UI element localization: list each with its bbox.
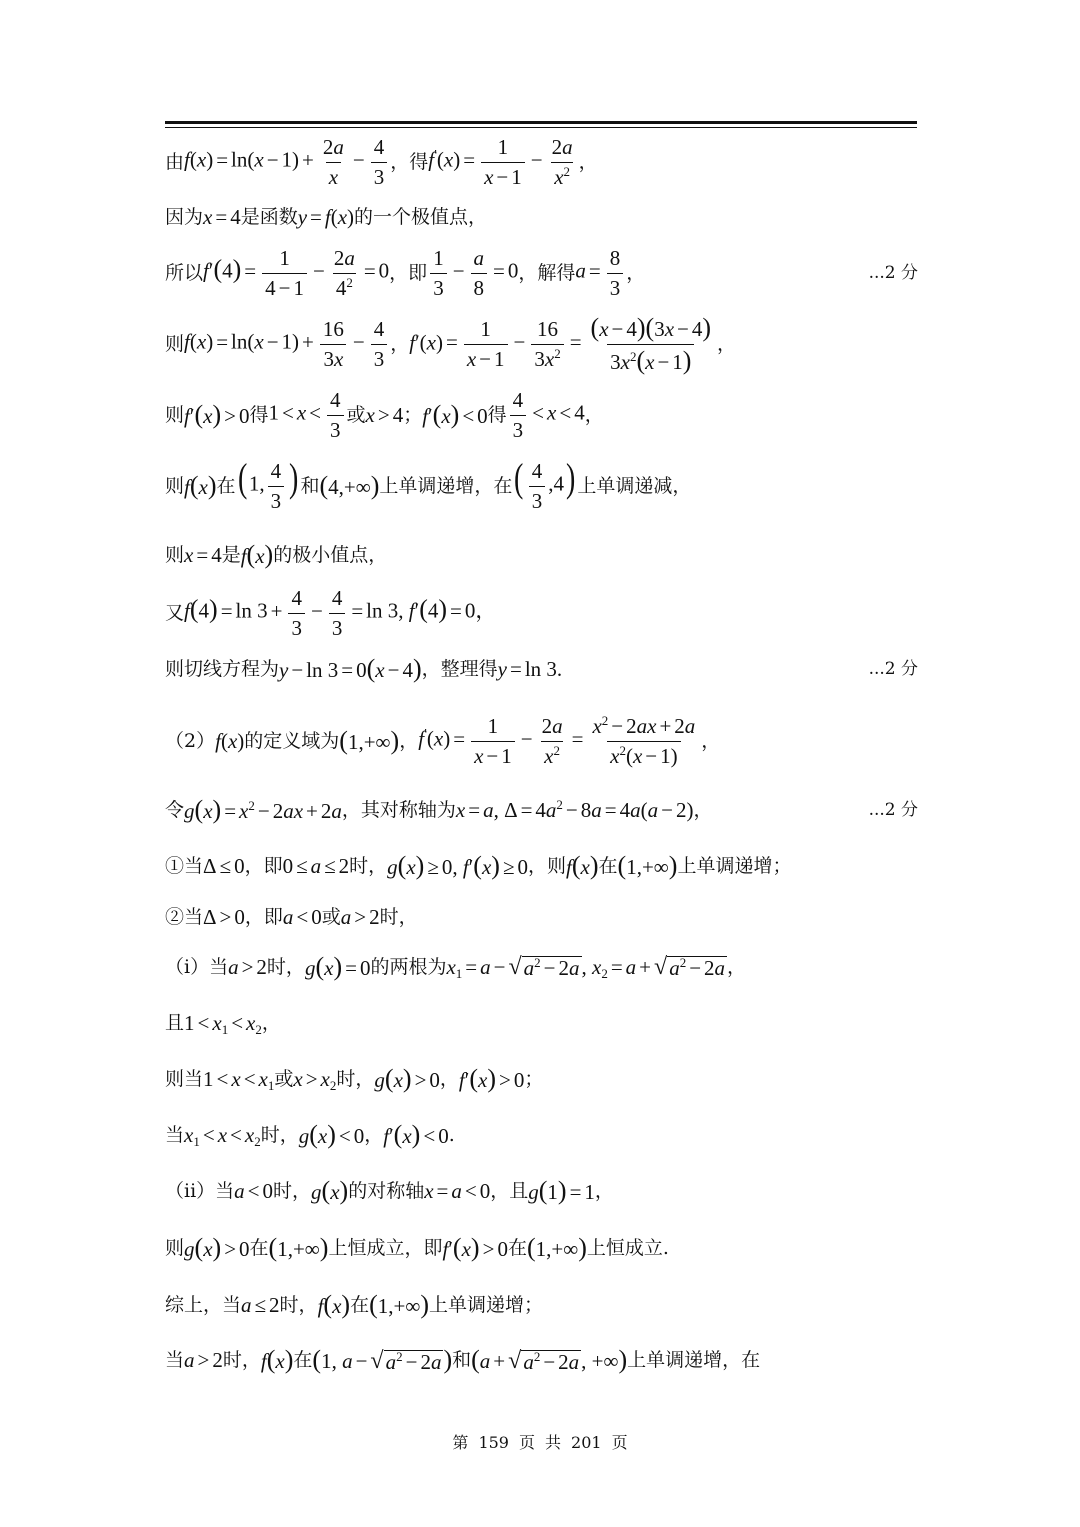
math-expression: a < 0 — [282, 904, 322, 929]
math-expression: f(x) — [317, 1290, 351, 1319]
math-expression: $g(x) = x^2 - 2ax + 2a$ — [184, 795, 342, 824]
math-expression: f(x) = ln(x − 1) + $\frac{2a}{x}$ − $\frac{4}{3}$ — [184, 136, 390, 187]
math-expression: Δ ≤ 0 — [203, 853, 245, 878]
math-expression: Δ > 0 — [203, 904, 245, 929]
math-expression: y = ln 3. — [497, 656, 563, 681]
current-page-number: 159 — [478, 1433, 509, 1452]
solution-line-2: 因为 x = 4 是函数 y = f(x) 的一个极值点， — [165, 204, 488, 229]
math-expression: x > 4 — [365, 402, 404, 427]
solution-line-20: 综上，当 a ≤ 2 时， f(x) 在 (1,+∞) 上单调递增； — [165, 1290, 544, 1319]
score-mark: ...2 分 — [868, 658, 918, 679]
math-expression: x = 4 — [203, 204, 241, 229]
math-expression: g(x) > 0 — [184, 1233, 250, 1262]
total-page-count: 201 — [571, 1433, 602, 1452]
solution-line-12: ①当 Δ ≤ 0 ，即 0 ≤ a ≤ 2 时， g(x) ≥ 0, f′(x) ≥ 0 ，则 f(x) 在 (1,+∞) 上单调递增； — [165, 851, 792, 880]
math-expression: f′(x) > 0 — [458, 1064, 525, 1093]
math-expression: ( $\frac{4}{3}$ ,4) — [514, 454, 576, 513]
math-expression: $1 < x < x_1$ — [203, 1066, 275, 1093]
math-expression: a < 0 — [234, 1178, 273, 1203]
math-expression: 1 < x < $\frac{4}{3}$ — [268, 389, 346, 440]
math-expression: f′(x) > 0 — [442, 1233, 508, 1262]
math-expression: $\frac{1}{3}$ − $\frac{a}{8}$ = 0 — [427, 247, 518, 298]
math-expression: (1,+∞) — [526, 1233, 587, 1262]
solution-line-5: 则 f′(x) > 0 得 1 < x < $\frac{4}{3}$ 或 x > 4 ； f′(x) < 0 得 $\frac{4}{3}$ < x < 4 ， — [165, 388, 604, 442]
math-expression: (1,+∞) — [339, 726, 400, 755]
math-expression: f′(x) = $\frac{1}{x - 1}$ − $\frac{16}{3x^2}$ = $\frac{(x - 4)(3x - 4)}{3x^2(x - 1)}$ — [409, 312, 712, 375]
solution-line-13: ②当 Δ > 0 ，即 a < 0 或 a > 2 时， — [165, 904, 418, 929]
math-expression: a = $\frac{8}{3}$ — [575, 247, 626, 298]
math-expression: f(x) — [240, 540, 274, 569]
math-expression: y = f(x) — [297, 204, 355, 229]
solution-line-16: 则当 $1 < x < x_1$ 或 $x > x_2$ 时， g(x) > 0 ， f′(x) > 0 ； — [165, 1064, 544, 1093]
math-expression: y − ln 3 = 0(x − 4) — [279, 654, 422, 683]
math-expression: $x_1 < x < x_2$ — [184, 1122, 261, 1149]
math-expression: f′(x) < 0 — [422, 400, 488, 429]
math-expression: f′(x) = $\frac{1}{x - 1}$ − $\frac{2a}{x^2}$ — [428, 135, 573, 189]
solution-line-3: 所以 f′(4) = $\frac{1}{4 - 1}$ − $\frac{2a}{4^2}$ = 0 ，即 $\frac{1}{3}$ − $\frac{a}{8}$ = 0 ，解得 a = $\frac{8}{3}$ ， ...2 分 — [165, 246, 918, 300]
math-expression: (1, $\frac{4}{3}$ ) — [237, 454, 299, 513]
solution-line-15: 且 $1 < x_1 < x_2$ ， — [165, 1010, 281, 1037]
math-expression: f′(x) < 0 — [383, 1120, 449, 1149]
solution-line-19: 则 g(x) > 0 在 (1,+∞) 上恒成立，即 f′(x) > 0 在 (1,+∞) 上恒成立. — [165, 1233, 669, 1262]
math-expression: (1,+∞) — [617, 851, 678, 880]
math-expression: x = a, $\Delta = 4a^2 - 8a = 4a(a - 2)$ — [455, 796, 694, 822]
math-expression: f′(4) = $\frac{1}{4 - 1}$ − $\frac{2a}{4^2}$ = 0 — [203, 246, 390, 300]
math-expression: g(x) = 0 — [304, 952, 371, 981]
math-expression: g(x) < 0 — [298, 1120, 365, 1149]
math-expression: f(x) — [215, 728, 245, 753]
solution-line-7: 则 x = 4 是 f(x) 的极小值点， — [165, 540, 388, 569]
math-expression: g(x) — [311, 1176, 349, 1205]
math-expression: a > 2 — [340, 904, 380, 929]
math-expression: f(x) — [184, 471, 217, 500]
math-expression: $\frac{4}{3}$ < x < 4 — [507, 389, 585, 440]
math-expression: a ≤ 2 — [241, 1292, 280, 1317]
math-expression: 0 ≤ a ≤ 2 — [282, 853, 350, 878]
solution-line-4: 则 f(x) = ln(x − 1) + $\frac{16}{3x}$ − $\frac{4}{3}$ ， f′(x) = $\frac{1}{x - 1}$ − $\frac{16}{3x^2}$ = $\frac{(x - 4)(3x - 4)}{3x^2(x - 1)}$ ， — [165, 312, 737, 375]
math-expression: x = 4 — [184, 542, 222, 567]
math-expression: f(x) = ln(x − 1) + $\frac{16}{3x}$ − $\frac{4}{3}$ — [184, 318, 390, 369]
score-mark: ...2 分 — [868, 262, 918, 283]
math-expression: x = a < 0 — [424, 1178, 491, 1203]
header-rule — [165, 121, 917, 124]
solution-line-21: 当 a > 2 时， f(x) 在 (1, a − √ $a^2 - 2a$ ) 和 (a + √ $a^2 - 2a$ , +∞) 上单调递增，在 — [165, 1345, 761, 1374]
math-expression: (1,+∞) — [369, 1290, 430, 1319]
math-expression: f(x) — [566, 851, 599, 880]
solution-line-1: 由 f(x) = ln(x − 1) + $\frac{2a}{x}$ − $\frac{4}{3}$ ，得 f′(x) = $\frac{1}{x - 1}$ − $\frac{2a}{x^2}$ ， — [165, 135, 598, 189]
math-expression: $1 < x_1 < x_2$ — [184, 1010, 262, 1037]
math-expression: f′(x) > 0 — [184, 400, 250, 429]
header-rule-thin — [165, 127, 917, 128]
math-expression: $x_1 = a$ − √ $a^2 - 2a$ , $x_2 = a$ + √ $a^2 - 2a$ — [446, 954, 726, 981]
math-expression: f(4) = ln 3 + $\frac{4}{3}$ − $\frac{4}{3}$ = ln 3, f′(4) = 0， — [184, 586, 497, 640]
math-expression: $x > x_2$ — [293, 1066, 337, 1093]
score-mark: ...2 分 — [868, 799, 918, 820]
math-expression: g(x) > 0 — [374, 1064, 440, 1093]
math-expression: a > 2 — [228, 954, 267, 979]
solution-line-10: （2） f(x) 的定义域为 (1,+∞) ， f′(x) = $\frac{1}{x - 1}$ − $\frac{2a}{x^2}$ = $\frac{x^2 - 2ax + 2a}{x^2(x - 1)}$ ， — [165, 713, 721, 768]
math-expression: (1, a − √ $a^2 - 2a$ ) — [312, 1345, 453, 1374]
math-expression: (1,+∞) — [268, 1233, 329, 1262]
page-footer: 第 159 页 共 201 页 — [452, 1433, 628, 1452]
solution-line-17: 当 $x_1 < x < x_2$ 时， g(x) < 0 ， f′(x) < 0 . — [165, 1120, 455, 1149]
math-expression: g(1) = 1 — [528, 1176, 595, 1205]
solution-line-8: 又 f(4) = ln 3 + $\frac{4}{3}$ − $\frac{4}{3}$ = ln 3, f′(4) = 0， — [165, 586, 497, 640]
solution-line-18: （ii）当 a < 0 时， g(x) 的对称轴 x = a < 0 ，且 g(1) = 1 ， — [165, 1176, 614, 1205]
math-expression: g(x) ≥ 0, f′(x) ≥ 0 — [387, 851, 528, 880]
solution-line-11: 令 $g(x) = x^2 - 2ax + 2a$ ，其对称轴为 x = a, $\Delta = 4a^2 - 8a = 4a(a - 2)$ ， ...2 分 — [165, 795, 918, 824]
solution-line-9: 则切线方程为 y − ln 3 = 0(x − 4) ，整理得 y = ln 3. ...2 分 — [165, 654, 918, 683]
solution-line-6: 则 f(x) 在 (1, $\frac{4}{3}$ ) 和 (4,+∞) 上单调递增，在 ( $\frac{4}{3}$ ,4) 上单调递减， — [165, 454, 692, 513]
math-expression: (a + √ $a^2 - 2a$ , +∞) — [471, 1345, 628, 1374]
math-expression: a > 2 — [184, 1347, 223, 1372]
solution-line-14: （i）当 a > 2 时， g(x) = 0 的两根为 $x_1 = a$ − √ $a^2 - 2a$ , $x_2 = a$ + √ $a^2 - 2a$ ， — [165, 952, 747, 981]
math-expression: f(x) — [260, 1345, 294, 1374]
math-expression: (4,+∞) — [319, 471, 380, 500]
math-expression: f′(x) = $\frac{1}{x - 1}$ − $\frac{2a}{x^2}$ = $\frac{x^2 - 2ax + 2a}{x^2(x - 1)}$ — [418, 713, 696, 768]
